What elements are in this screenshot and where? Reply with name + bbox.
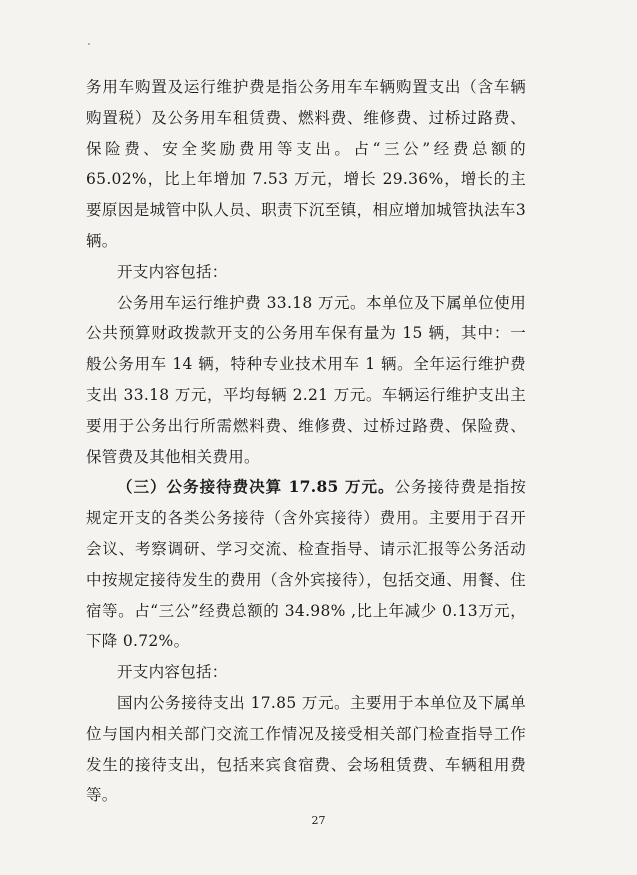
paragraph-vehicle-maintenance: 公务用车运行维护费 33.18 万元。本单位及下属单位使用公共预算财政拨款开支的公务用车保有量为 15 辆，其中：一般公务用车 14 辆，特种专业技术用车 1 辆。全年运行维护费支出 33.18 万元，平均每辆 2.21 万元。车辆运行维护支出主要用于公务出行所需燃料费、维修费、过桥过路费、保险费、保管费及其他相关费用。	[86, 293, 526, 466]
section-heading-reception: （三）公务接待费决算 17.85 万元。	[117, 477, 395, 497]
paragraph-vehicle-costs: 务用车购置及运行维护费是指公务用车车辆购置支出（含车辆购置税）及公务用车租赁费、燃料费、维修费、过桥过路费、保险费、安全奖励费用等支出。占“三公”经费总额的65.02%，比上年增加 7.53 万元，增长 29.36%，增长的主要原因是城管中队人员、职责下沉至镇，相应增加城管执法车3 辆。	[86, 78, 526, 250]
scan-speck	[88, 43, 90, 45]
paragraph-expense-heading-1: 开支内容包括：	[117, 262, 228, 281]
paragraph-expense-heading-2: 开支内容包括：	[117, 663, 228, 682]
body-text	[86, 72, 526, 811]
paragraph-domestic-reception: 国内公务接待支出 17.85 万元。主要用于本单位及下属单位与国内相关部门交流工作情况及接受相关部门检查指导工作发生的接待支出，包括来宾食宿费、会场租赁费、车辆租用费等。	[86, 693, 526, 805]
paragraph-reception-costs	[86, 472, 526, 657]
reception-description: 公务接待费是指按规定开支的各类公务接待（含外宾接待）费用。主要用于召开会议、考察调研、学习交流、检查指导、请示汇报等公务活动中按规定接待发生的费用（含外宾接待），包括交通、用餐、住宿等。占“三公”经费总额的 34.98% ,比上年减少 0.13万元，下降 0.72%。	[86, 478, 526, 651]
page-number: 27	[311, 814, 326, 827]
